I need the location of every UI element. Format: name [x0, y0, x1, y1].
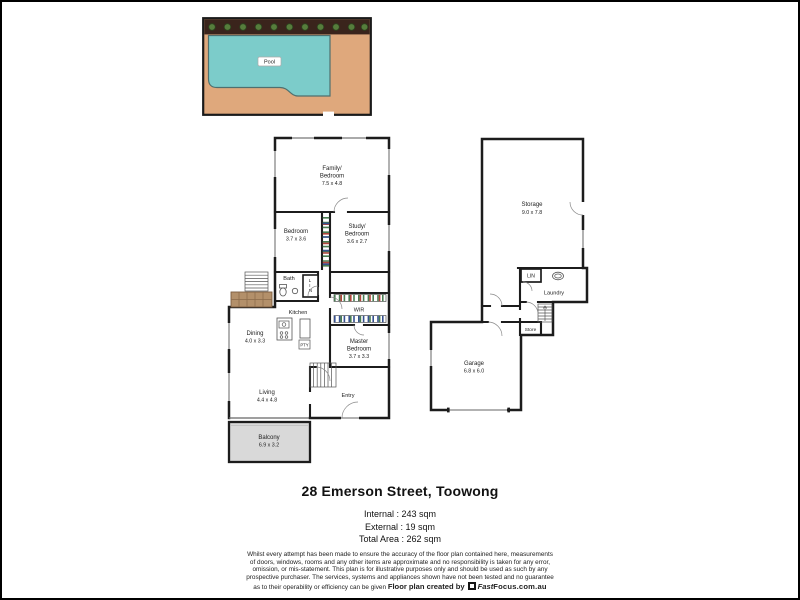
laundry-label: Laundry: [543, 290, 565, 297]
window: [227, 323, 232, 349]
kitchen-counter: [277, 318, 292, 340]
study-label: Study/: [348, 224, 366, 230]
wir-label: WIR: [353, 307, 365, 314]
disclaimer-line-5-text: as to their operability or efficiency can be given: [253, 583, 387, 591]
disclaimer-line-4: prospective purchaser. The services, systems and appliances shown have not been tested and no guarantee: [246, 574, 554, 582]
credit-text: Floor plan created by: [387, 581, 465, 591]
study-dims: 3.6 x 2.7: [346, 239, 368, 245]
kitchen-label: Kitchen: [288, 310, 308, 316]
window: [273, 229, 278, 257]
disclaimer-line-2: of doors, windows, rooms and any other items are approximate and no responsibility is taken for any error,: [249, 558, 551, 566]
fastfocus-logo-icon: [468, 582, 476, 590]
window: [581, 230, 586, 248]
kitchen-island: [300, 319, 310, 338]
garage-dims: 6.8 x 6.0: [463, 368, 485, 375]
disclaimer-line-5: [0, 582, 800, 592]
upper-floor-fill: [431, 139, 587, 410]
upper-linen-label: LIN: [527, 273, 535, 280]
storage-label: Storage: [521, 202, 543, 208]
garage-label: Garage: [463, 361, 485, 367]
garage-door: [447, 407, 510, 412]
family-room-label: Family/: [322, 166, 342, 172]
entry-label: Entry: [341, 393, 355, 399]
internal-area: Internal : 243 sqm: [363, 509, 437, 519]
property-details: [0, 483, 800, 546]
storage-door: [570, 202, 585, 215]
total-area: Total Area : 262 sqm: [358, 534, 442, 544]
upper-stairs: [538, 304, 552, 322]
bedroom-dims: 3.7 x 3.6: [285, 236, 307, 243]
window: [342, 136, 366, 141]
pool-plan: [202, 17, 372, 116]
balcony-dims: 6.9 x 3.2: [258, 442, 280, 449]
window: [273, 151, 278, 177]
master-label2: Bedroom: [346, 346, 372, 353]
window: [292, 136, 314, 141]
window: [387, 225, 392, 251]
window: [387, 149, 392, 175]
bath-label: Bath: [283, 276, 295, 282]
laundry-tub-icon: [553, 272, 564, 280]
bedroom-label: Bedroom: [283, 229, 309, 235]
brand-text: FastFocus.com.au: [477, 581, 547, 591]
master-dims: 3.7 x 3.3: [348, 354, 370, 360]
disclaimer: [0, 551, 800, 592]
master-label: Master: [349, 339, 369, 345]
family-room-label2: Bedroom: [319, 173, 345, 180]
linen-label: L I N: [308, 278, 313, 293]
gate-gap: [323, 112, 334, 116]
living-label: Living: [259, 390, 275, 396]
page-title: 28 Emerson Street, Toowong: [301, 483, 499, 499]
balcony-label: Balcony: [258, 435, 280, 441]
living-dims: 4.4 x 4.8: [256, 397, 278, 404]
study-label2: Bedroom: [344, 231, 370, 238]
window: [387, 333, 392, 359]
external-area: External : 19 sqm: [364, 521, 436, 532]
floor-plan-upper: [424, 135, 598, 423]
disclaimer-line-1: Whilst every attempt has been made to ensure the accuracy of the floor plan contained here, measurements: [247, 551, 553, 558]
window: [227, 373, 232, 401]
storage-dims: 9.0 x 7.8: [521, 210, 543, 216]
store-label: Store: [524, 328, 537, 333]
disclaimer-line-3: omission, or mis-statement. This plan is for illustrative purposes only and should be used as such by any: [252, 566, 548, 574]
window: [429, 350, 434, 366]
balcony: [229, 422, 310, 462]
floor-plan-main: [226, 135, 394, 467]
pool-label: Pool: [263, 59, 276, 66]
timber-deck: [231, 292, 272, 307]
family-room-dims: 7.5 x 4.8: [321, 181, 343, 187]
exterior-stairs: [245, 272, 268, 291]
dining-dims: 4.0 x 3.3: [244, 338, 266, 345]
pantry-label: PTY: [300, 342, 309, 348]
dining-label: Dining: [246, 331, 264, 337]
